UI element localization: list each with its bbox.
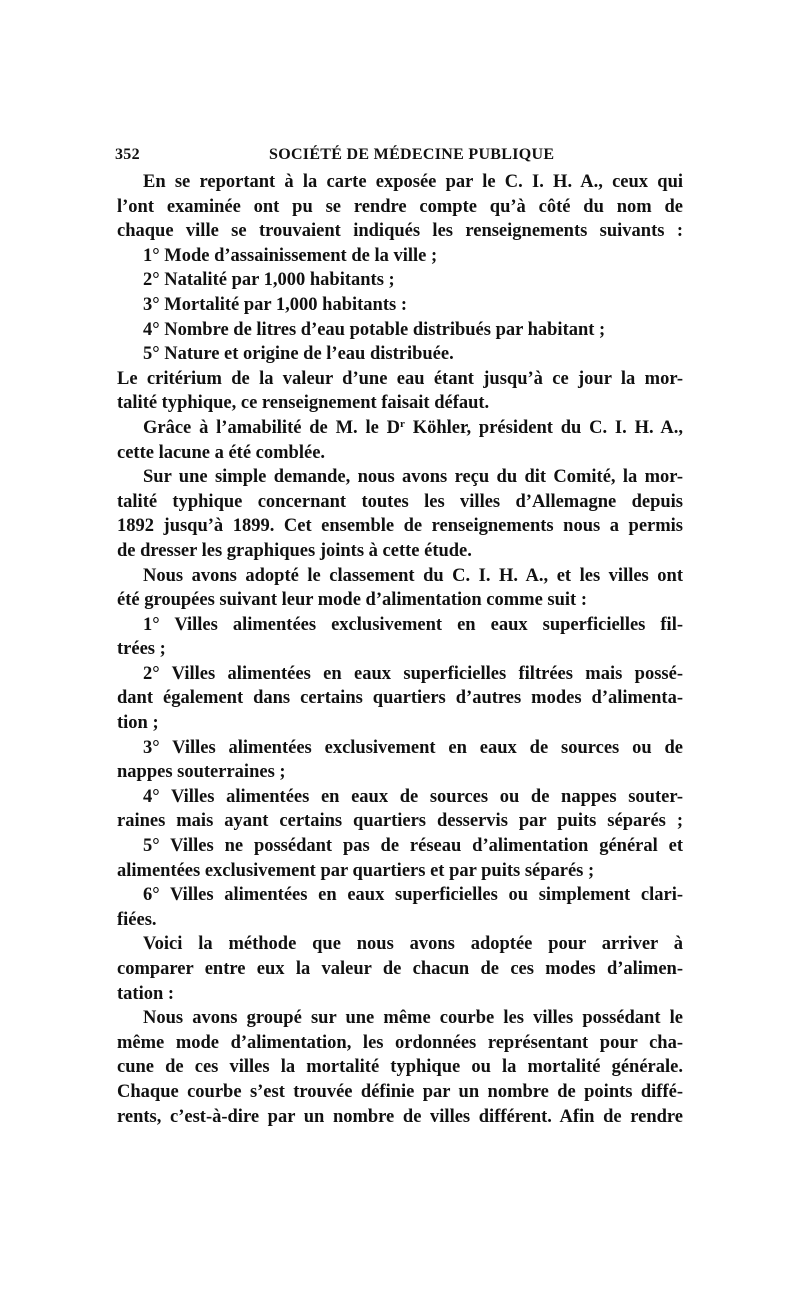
text-line: dant également dans certains quartiers d’autres modes d’alimenta- bbox=[117, 688, 683, 709]
text-line: l’ont examinée ont pu se rendre compte qu’à côté du nom de bbox=[117, 196, 683, 217]
page-header bbox=[117, 140, 683, 166]
list-item: 5° Villes ne possédant pas de réseau d’alimentation général et bbox=[143, 836, 683, 857]
text-line: Nous avons adopté le classement du C. I. H. A., et les villes ont bbox=[143, 565, 683, 586]
text-line: nappes souterraines ; bbox=[117, 762, 286, 783]
text-line: été groupées suivant leur mode d’alimentation comme suit : bbox=[117, 590, 587, 611]
text-line: Chaque courbe s’est trouvée définie par un nombre de points diffé- bbox=[117, 1081, 683, 1102]
body-text bbox=[117, 170, 683, 1129]
list-item: 3° Villes alimentées exclusivement en eaux de sources ou de bbox=[143, 737, 683, 758]
text-line: alimentées exclusivement par quartiers et par puits séparés ; bbox=[117, 860, 595, 881]
text-segment: Köhler, président du C. I. H. A., bbox=[404, 417, 683, 438]
text-line: cette lacune a été comblée. bbox=[117, 442, 326, 463]
text-line: Le critérium de la valeur d’une eau étant jusqu’à ce jour la mor- bbox=[117, 368, 683, 389]
text-segment: Grâce à l’amabilité de M. le D bbox=[143, 417, 400, 438]
text-line: raines mais ayant certains quartiers desservis par puits séparés ; bbox=[117, 811, 683, 832]
text-line: Voici la méthode que nous avons adoptée pour arriver à bbox=[143, 934, 683, 955]
text-line: trées ; bbox=[117, 639, 166, 660]
text-line: rents, c’est-à-dire par un nombre de villes différent. Afin de rendre bbox=[117, 1106, 683, 1127]
list-item: 1° Villes alimentées exclusivement en eaux superficielles fil- bbox=[143, 614, 683, 635]
list-item: 4° Nombre de litres d’eau potable distribués par habitant ; bbox=[143, 319, 606, 340]
book-page bbox=[117, 140, 683, 1129]
text-line: talité typhique concernant toutes les villes d’Allemagne depuis bbox=[117, 491, 683, 512]
list-item: 2° Villes alimentées en eaux superficielles filtrées mais possé- bbox=[143, 663, 683, 684]
list-item: 5° Nature et origine de l’eau distribuée. bbox=[143, 344, 454, 365]
text-line bbox=[117, 416, 683, 441]
text-line: En se reportant à la carte exposée par le C. I. H. A., ceux qui bbox=[143, 172, 683, 192]
list-item: 2° Natalité par 1,000 habitants ; bbox=[143, 270, 395, 291]
text-line: chaque ville se trouvaient indiqués les renseignements suivants : bbox=[117, 221, 683, 242]
list-item: 3° Mortalité par 1,000 habitants : bbox=[143, 294, 407, 315]
text-line: tion ; bbox=[117, 713, 159, 734]
list-item: 4° Villes alimentées en eaux de sources ou de nappes souter- bbox=[143, 786, 683, 807]
text-line: 1892 jusqu’à 1899. Cet ensemble de renseignements nous a permis bbox=[117, 516, 683, 537]
superscript: r bbox=[400, 417, 405, 430]
list-item: 1° Mode d’assainissement de la ville ; bbox=[143, 245, 438, 266]
text-line: de dresser les graphiques joints à cette étude. bbox=[117, 540, 472, 561]
text-line: cune de ces villes la mortalité typhique ou la mortalité générale. bbox=[117, 1057, 683, 1078]
text-line: comparer entre eux la valeur de chacun de ces modes d’alimen- bbox=[117, 959, 683, 979]
text-line: Nous avons groupé sur une même courbe les villes possédant le bbox=[143, 1008, 683, 1029]
text-line: talité typhique, ce renseignement faisait défaut. bbox=[117, 393, 490, 414]
running-title: SOCIÉTÉ DE MÉDECINE PUBLIQUE bbox=[269, 146, 555, 163]
list-item: 6° Villes alimentées en eaux superficielles ou simplement clari- bbox=[143, 885, 683, 906]
text-line: Sur une simple demande, nous avons reçu du dit Comité, la mor- bbox=[143, 467, 683, 488]
text-line: tation : bbox=[117, 983, 175, 1004]
page-number: 352 bbox=[115, 146, 140, 163]
text-line: fiées. bbox=[117, 909, 157, 930]
text-line: même mode d’alimentation, les ordonnées représentant pour cha- bbox=[117, 1032, 683, 1053]
